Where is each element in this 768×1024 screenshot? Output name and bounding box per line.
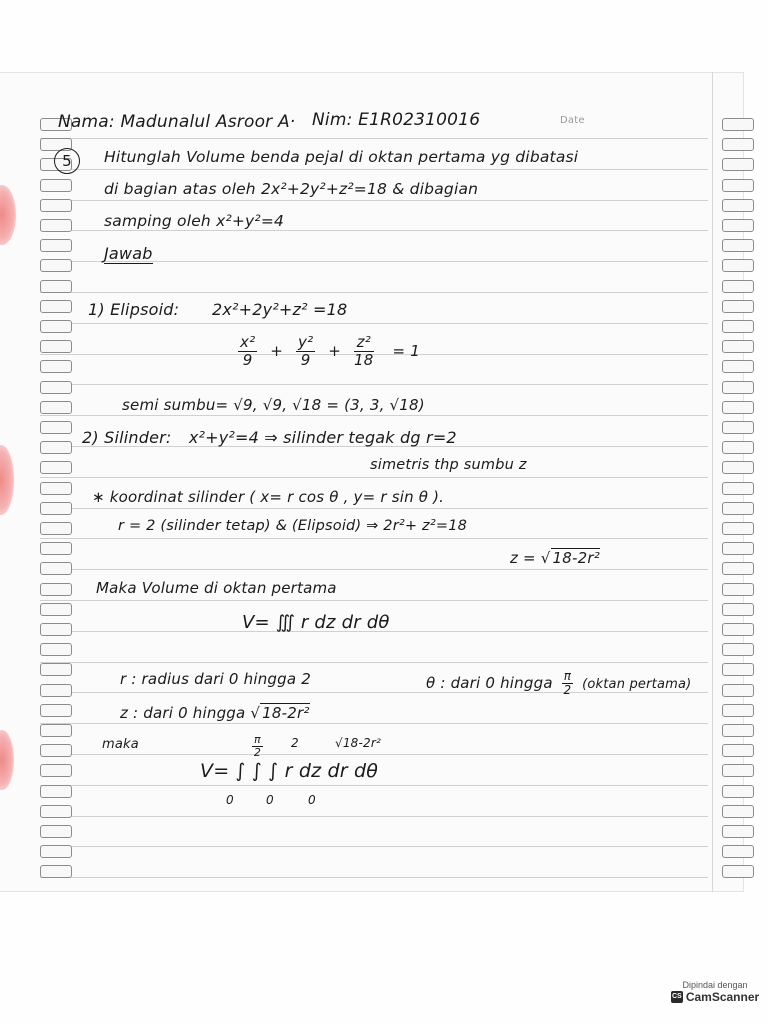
binding-hole: [722, 179, 754, 192]
binding-hole: [40, 340, 72, 353]
binding-hole: [722, 785, 754, 798]
binding-hole: [722, 684, 754, 697]
binding-hole: [40, 724, 72, 737]
binding-hole: [722, 562, 754, 575]
z-expression: z = √ 18-2r²: [510, 549, 600, 567]
binding-hole: [40, 259, 72, 272]
binding-hole: [40, 219, 72, 232]
ellipsoid-equation: 2x²+2y²+z² =18: [212, 300, 348, 319]
binding-hole: [722, 805, 754, 818]
cylinder-line: 2) Silinder: x²+y²=4 ⇒ silinder tegak dg r=2: [82, 428, 457, 447]
camscanner-icon: CS: [671, 991, 683, 1003]
binding-hole: [722, 158, 754, 171]
ruled-line: [40, 538, 708, 539]
ruled-line: [40, 877, 708, 878]
binding-hole: [722, 320, 754, 333]
binding-hole: [40, 643, 72, 656]
binding-hole: [722, 542, 754, 555]
binding-hole: [722, 239, 754, 252]
binding-hole: [722, 340, 754, 353]
r-range: r : radius dari 0 hingga 2: [120, 670, 311, 688]
binding-hole: [40, 239, 72, 252]
binding-hole: [722, 280, 754, 293]
ruled-line: [40, 816, 708, 817]
binding-hole: [40, 805, 72, 818]
maka-label: maka: [102, 737, 139, 752]
radius-relation: r = 2 (silinder tetap) & (Elipsoid) ⇒ 2r²+ z²=18: [118, 518, 468, 534]
ruled-line: [40, 138, 708, 139]
lower-limit-0: 0: [266, 793, 274, 807]
binding-hole: [722, 744, 754, 757]
ruled-line: [40, 477, 708, 478]
margin-line: [712, 72, 713, 892]
student-nim: Nim: E1R02310016: [312, 110, 481, 130]
binding-hole: [40, 623, 72, 636]
camscanner-brand: CS CamScanner: [671, 990, 760, 1004]
binding-hole: [40, 179, 72, 192]
normalized-equation: $\frac{\text{x²}}{9}$ + $\frac{\text{y²}}{9}$ + $\frac{\text{z²}}{18}$ = 1: [240, 333, 420, 369]
binding-hole: [722, 502, 754, 515]
ruled-line: [40, 600, 708, 601]
ruled-line: [40, 754, 708, 755]
binding-hole: [722, 704, 754, 717]
z-range: z : dari 0 hingga √ 18-2r²: [120, 704, 310, 722]
question-line-1: Hitunglah Volume benda pejal di oktan pertama yg dibatasi: [104, 148, 579, 166]
question-number: 5: [54, 148, 80, 174]
binding-hole: [40, 865, 72, 878]
binding-hole: [40, 522, 72, 535]
binding-hole: [40, 825, 72, 838]
binding-hole: [40, 603, 72, 616]
binding-hole: [722, 764, 754, 777]
binding-hole: [40, 684, 72, 697]
binding-hole: [40, 583, 72, 596]
final-integral: V= ∫ ∫ ∫ r dz dr dθ: [200, 760, 379, 782]
semi-axes: semi sumbu= √9, √9, √18 = (3, 3, √18): [122, 396, 425, 414]
question-line-3: samping oleh x²+y²=4: [104, 212, 285, 230]
binding-hole: [722, 865, 754, 878]
binding-hole: [40, 320, 72, 333]
binding-hole: [40, 704, 72, 717]
cylinder-symmetry: simetris thp sumbu z: [370, 457, 527, 473]
ruled-line: [40, 323, 708, 324]
binding-hole: [722, 441, 754, 454]
binding-hole: [40, 401, 72, 414]
binding-hole: [722, 360, 754, 373]
binding-hole: [722, 461, 754, 474]
binding-hole: [722, 724, 754, 737]
binding-hole: [40, 482, 72, 495]
ruled-line: [40, 200, 708, 201]
ruled-line: [40, 415, 708, 416]
binding-hole: [722, 663, 754, 676]
ellipsoid-label: 1) Elipsoid:: [88, 300, 180, 319]
binding-hole: [40, 542, 72, 555]
ruled-line: [40, 230, 708, 231]
binding-hole: [722, 583, 754, 596]
binding-hole: [40, 381, 72, 394]
binding-hole: [40, 461, 72, 474]
binding-hole: [40, 845, 72, 858]
binding-hole: [40, 744, 72, 757]
binding-hole: [722, 522, 754, 535]
binding-hole: [40, 199, 72, 212]
binding-hole: [722, 623, 754, 636]
ruled-line: [40, 662, 708, 663]
binding-hole: [40, 562, 72, 575]
ruled-line: [40, 169, 708, 170]
binding-hole: [40, 280, 72, 293]
binding-hole: [722, 401, 754, 414]
binding-hole: [722, 845, 754, 858]
volume-triple-integral: V= ∭ r dz dr dθ: [242, 612, 390, 633]
binding-hole: [722, 643, 754, 656]
ruled-line: [40, 785, 708, 786]
upper-limit-pi: $\frac{\pi}{2}$: [253, 733, 262, 760]
answer-label: Jawab: [104, 244, 153, 263]
binding-hole: [722, 300, 754, 313]
ruled-line: [40, 508, 708, 509]
ruled-line: [40, 292, 708, 293]
scanned-with-label: Dipindai dengan: [682, 980, 748, 990]
binding-hole: [722, 259, 754, 272]
theta-range: θ : dari 0 hingga $\frac{\pi}{2}$ (oktan pertama): [426, 669, 692, 698]
binding-hole: [722, 381, 754, 394]
camscanner-stamp: [670, 980, 760, 1004]
ruled-line: [40, 723, 708, 724]
lower-limit-0: 0: [308, 793, 316, 807]
binding-hole: [722, 219, 754, 232]
binding-hole: [40, 300, 72, 313]
lower-limit-0: 0: [226, 793, 234, 807]
binding-hole: [722, 138, 754, 151]
binding-hole: [40, 360, 72, 373]
question-line-2: di bagian atas oleh 2x²+2y²+z²=18 & dibagian: [104, 180, 479, 198]
binding-hole: [722, 603, 754, 616]
ruled-line: [40, 569, 708, 570]
binding-hole: [40, 421, 72, 434]
binding-hole: [40, 441, 72, 454]
binding-hole: [722, 421, 754, 434]
upper-limit-2: 2: [291, 736, 299, 750]
ruled-line: [40, 846, 708, 847]
binding-hole: [722, 118, 754, 131]
binding-hole: [40, 764, 72, 777]
binding-hole: [40, 502, 72, 515]
cylindrical-coords: ∗ koordinat silinder ( x= r cos θ , y= r sin θ ).: [92, 488, 445, 506]
binding-hole: [40, 663, 72, 676]
binding-hole: [722, 482, 754, 495]
volume-intro: Maka Volume di oktan pertama: [96, 579, 337, 597]
student-name: Nama: Madunalul Asroor A·: [58, 112, 296, 132]
upper-limit-sqrt: √18-2r²: [335, 736, 382, 750]
date-label: Date: [560, 115, 585, 126]
ruled-line: [40, 384, 708, 385]
binding-hole: [40, 785, 72, 798]
binding-hole: [722, 199, 754, 212]
binding-hole: [722, 825, 754, 838]
